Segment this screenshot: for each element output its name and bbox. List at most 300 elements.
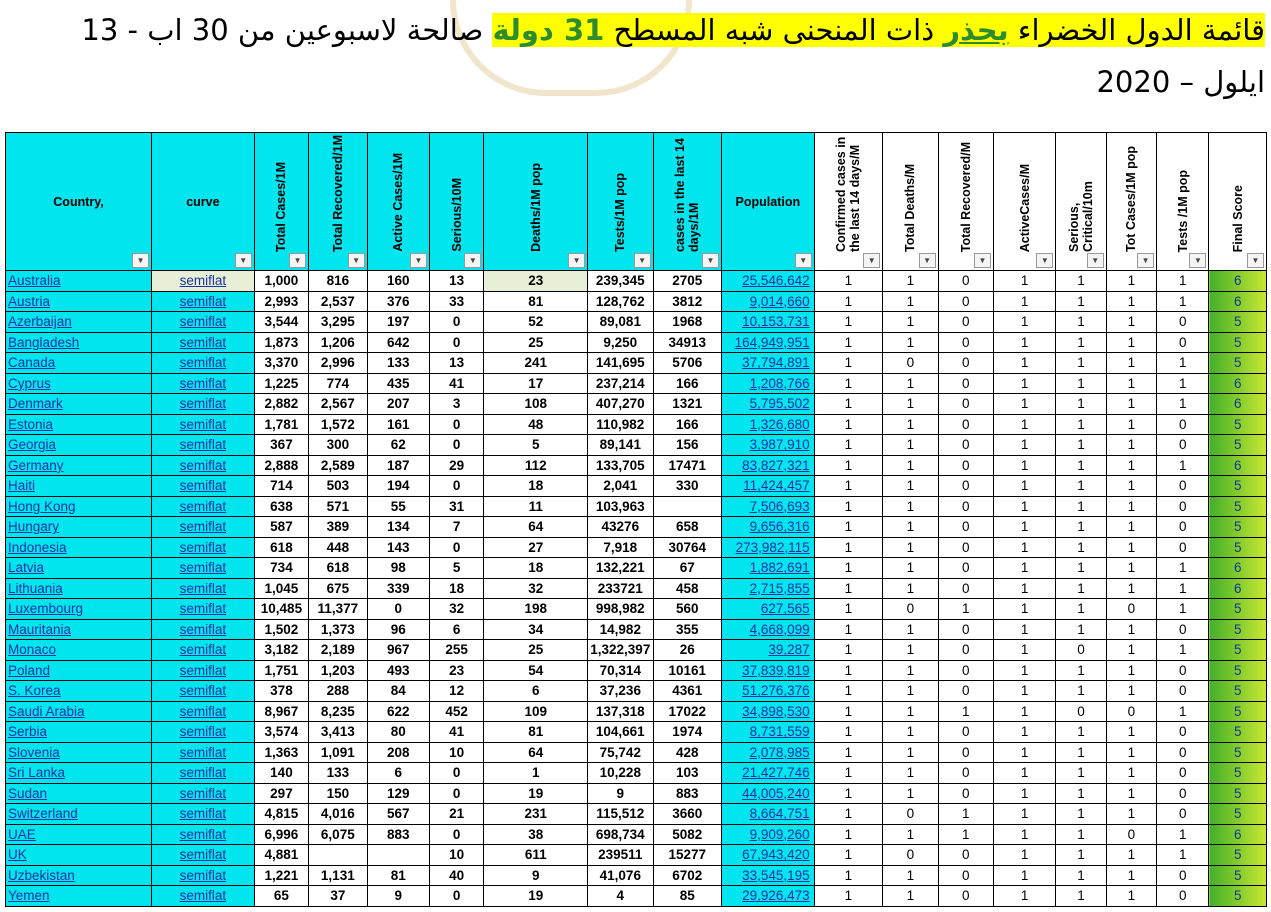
- total-deaths-flag: 1: [883, 537, 938, 558]
- country-cell[interactable]: Indonesia: [6, 537, 152, 558]
- total-cases-cell: 1,502: [254, 619, 308, 640]
- serious-flag: 1: [1056, 476, 1106, 497]
- deaths-cell: 18: [484, 476, 588, 497]
- filter-dropdown-icon[interactable]: ▼: [235, 253, 252, 268]
- confirmed-14days-flag: 1: [814, 681, 882, 702]
- final-score-cell: 5: [1209, 886, 1267, 907]
- country-cell[interactable]: Switzerland: [6, 804, 152, 825]
- column-header-6[interactable]: [484, 133, 588, 271]
- curve-link[interactable]: semiflat: [152, 537, 255, 558]
- total-recovered-flag: 0: [938, 558, 993, 579]
- tests-cell: 998,982: [588, 599, 653, 620]
- column-header-8[interactable]: [653, 133, 721, 271]
- country-cell[interactable]: Latvia: [6, 558, 152, 579]
- tot-cases-flag: 1: [1106, 681, 1156, 702]
- column-header-3[interactable]: [309, 133, 367, 271]
- table-row: [6, 886, 1267, 907]
- deaths-cell: 23: [484, 271, 588, 292]
- curve-link[interactable]: semiflat: [152, 332, 255, 353]
- total-recovered-cell: 618: [309, 558, 367, 579]
- tests-flag: 1: [1157, 701, 1209, 722]
- table-row: [6, 742, 1267, 763]
- active-cases-flag: 1: [993, 291, 1055, 312]
- column-header-11[interactable]: [883, 133, 938, 271]
- column-header-7[interactable]: [588, 133, 653, 271]
- final-score-cell: 5: [1209, 804, 1267, 825]
- total-recovered-flag: 0: [938, 681, 993, 702]
- population-cell[interactable]: 33,545,195: [722, 865, 815, 886]
- total-recovered-flag: 1: [938, 824, 993, 845]
- total-recovered-cell: 503: [309, 476, 367, 497]
- active-cases-flag: 1: [993, 476, 1055, 497]
- tests-flag: 0: [1157, 537, 1209, 558]
- final-score-cell: 6: [1209, 455, 1267, 476]
- total-cases-cell: 3,370: [254, 353, 308, 374]
- population-cell[interactable]: 627,565: [722, 599, 815, 620]
- serious-cell: 0: [429, 537, 483, 558]
- tot-cases-flag: 1: [1106, 291, 1156, 312]
- tests-cell: 89,081: [588, 312, 653, 333]
- serious-cell: 18: [429, 578, 483, 599]
- confirmed-14days-flag: 1: [814, 865, 882, 886]
- total-recovered-flag: 0: [938, 455, 993, 476]
- tot-cases-flag: 1: [1106, 886, 1156, 907]
- curve-link[interactable]: semiflat: [152, 804, 255, 825]
- total-cases-cell: 3,544: [254, 312, 308, 333]
- total-recovered-flag: 1: [938, 599, 993, 620]
- column-header-label: ActiveCases/M: [1017, 163, 1032, 252]
- column-header-9[interactable]: [722, 133, 815, 271]
- active-cases-flag: 1: [993, 558, 1055, 579]
- filter-dropdown-icon[interactable]: ▼: [702, 253, 719, 268]
- total-deaths-flag: 1: [883, 291, 938, 312]
- serious-flag: 0: [1056, 640, 1106, 661]
- active-cases-cell: 883: [367, 824, 429, 845]
- active-cases-flag: 1: [993, 455, 1055, 476]
- total-deaths-flag: 1: [883, 681, 938, 702]
- total-recovered-flag: 0: [938, 722, 993, 743]
- table-row: [6, 291, 1267, 312]
- country-cell[interactable]: Sri Lanka: [6, 763, 152, 784]
- tests-cell: 89,141: [588, 435, 653, 456]
- tot-cases-flag: 1: [1106, 394, 1156, 415]
- tests-flag: 0: [1157, 312, 1209, 333]
- total-recovered-cell: 6,075: [309, 824, 367, 845]
- country-cell[interactable]: Austria: [6, 291, 152, 312]
- total-deaths-flag: 0: [883, 599, 938, 620]
- confirmed-14days-flag: 1: [814, 435, 882, 456]
- curve-link[interactable]: semiflat: [152, 701, 255, 722]
- table-row: [6, 517, 1267, 538]
- tests-flag: 1: [1157, 599, 1209, 620]
- filter-dropdown-icon[interactable]: ▼: [289, 253, 306, 268]
- curve-link[interactable]: semiflat: [152, 824, 255, 845]
- curve-link[interactable]: semiflat: [152, 558, 255, 579]
- confirmed-14days-flag: 1: [814, 558, 882, 579]
- serious-flag: 1: [1056, 742, 1106, 763]
- population-cell[interactable]: 44,005,240: [722, 783, 815, 804]
- tests-cell: 10,228: [588, 763, 653, 784]
- tot-cases-flag: 1: [1106, 722, 1156, 743]
- country-cell[interactable]: S. Korea: [6, 681, 152, 702]
- serious-cell: 41: [429, 722, 483, 743]
- population-cell[interactable]: 3,987,910: [722, 435, 815, 456]
- curve-link[interactable]: semiflat: [152, 291, 255, 312]
- total-recovered-flag: 0: [938, 312, 993, 333]
- curve-link[interactable]: semiflat: [152, 578, 255, 599]
- filter-dropdown-icon[interactable]: ▼: [1137, 253, 1154, 268]
- population-cell[interactable]: 1,882,691: [722, 558, 815, 579]
- country-cell[interactable]: Uzbekistan: [6, 865, 152, 886]
- tests-flag: 1: [1157, 578, 1209, 599]
- cases-14days-cell: [653, 496, 721, 517]
- column-header-1[interactable]: [152, 133, 255, 271]
- column-header-10[interactable]: [814, 133, 882, 271]
- active-cases-cell: 376: [367, 291, 429, 312]
- population-cell[interactable]: 11,424,457: [722, 476, 815, 497]
- tot-cases-flag: 1: [1106, 558, 1156, 579]
- filter-dropdown-icon[interactable]: ▼: [1247, 253, 1264, 268]
- population-cell[interactable]: 164,949,951: [722, 332, 815, 353]
- tests-flag: 0: [1157, 804, 1209, 825]
- curve-link[interactable]: semiflat: [152, 865, 255, 886]
- total-recovered-cell: 389: [309, 517, 367, 538]
- filter-dropdown-icon[interactable]: ▼: [464, 253, 481, 268]
- population-cell[interactable]: 9,014,660: [722, 291, 815, 312]
- population-cell[interactable]: 1,208,766: [722, 373, 815, 394]
- tot-cases-flag: 1: [1106, 435, 1156, 456]
- population-cell[interactable]: 67,943,420: [722, 845, 815, 866]
- curve-link[interactable]: semiflat: [152, 742, 255, 763]
- final-score-cell: 5: [1209, 640, 1267, 661]
- population-cell[interactable]: 25,546,642: [722, 271, 815, 292]
- column-header-label: Total Deaths/M: [903, 164, 918, 252]
- tot-cases-flag: 1: [1106, 537, 1156, 558]
- population-cell[interactable]: 29,926,473: [722, 886, 815, 907]
- active-cases-flag: 1: [993, 660, 1055, 681]
- total-recovered-cell: 816: [309, 271, 367, 292]
- deaths-cell: 25: [484, 332, 588, 353]
- tests-flag: 1: [1157, 558, 1209, 579]
- final-score-cell: 5: [1209, 845, 1267, 866]
- active-cases-flag: 1: [993, 804, 1055, 825]
- population-cell[interactable]: 2,715,855: [722, 578, 815, 599]
- serious-cell: 29: [429, 455, 483, 476]
- confirmed-14days-flag: 1: [814, 804, 882, 825]
- country-cell[interactable]: UK: [6, 845, 152, 866]
- table-row: [6, 558, 1267, 579]
- curve-link[interactable]: semiflat: [152, 271, 255, 292]
- curve-link[interactable]: semiflat: [152, 517, 255, 538]
- population-cell[interactable]: 5,795,502: [722, 394, 815, 415]
- curve-link[interactable]: semiflat: [152, 722, 255, 743]
- tests-flag: 1: [1157, 824, 1209, 845]
- serious-flag: 1: [1056, 455, 1106, 476]
- deaths-cell: 112: [484, 455, 588, 476]
- country-cell[interactable]: Sudan: [6, 783, 152, 804]
- tests-flag: 0: [1157, 414, 1209, 435]
- tests-cell: 110,982: [588, 414, 653, 435]
- population-cell[interactable]: 21,427,746: [722, 763, 815, 784]
- population-cell[interactable]: 34,898,530: [722, 701, 815, 722]
- serious-flag: 1: [1056, 619, 1106, 640]
- total-recovered-flag: 0: [938, 332, 993, 353]
- column-header-5[interactable]: [429, 133, 483, 271]
- serious-cell: 0: [429, 435, 483, 456]
- column-header-12[interactable]: [938, 133, 993, 271]
- country-cell[interactable]: Haiti: [6, 476, 152, 497]
- serious-cell: 255: [429, 640, 483, 661]
- filter-dropdown-icon[interactable]: ▼: [1036, 253, 1053, 268]
- filter-dropdown-icon[interactable]: ▼: [132, 253, 149, 268]
- confirmed-14days-flag: 1: [814, 291, 882, 312]
- active-cases-cell: 9: [367, 886, 429, 907]
- deaths-cell: 32: [484, 578, 588, 599]
- filter-dropdown-icon[interactable]: ▼: [795, 253, 812, 268]
- curve-link[interactable]: semiflat: [152, 681, 255, 702]
- tot-cases-flag: 1: [1106, 865, 1156, 886]
- population-cell[interactable]: 37,839,819: [722, 660, 815, 681]
- country-cell[interactable]: Georgia: [6, 435, 152, 456]
- serious-cell: 13: [429, 353, 483, 374]
- filter-dropdown-icon[interactable]: ▼: [348, 253, 365, 268]
- country-cell[interactable]: Monaco: [6, 640, 152, 661]
- cases-14days-cell: 4361: [653, 681, 721, 702]
- population-cell[interactable]: 4,668,099: [722, 619, 815, 640]
- country-cell[interactable]: Germany: [6, 455, 152, 476]
- curve-link[interactable]: semiflat: [152, 845, 255, 866]
- country-cell[interactable]: Slovenia: [6, 742, 152, 763]
- deaths-cell: 9: [484, 865, 588, 886]
- population-cell[interactable]: 10,153,731: [722, 312, 815, 333]
- final-score-cell: 5: [1209, 537, 1267, 558]
- country-cell[interactable]: Serbia: [6, 722, 152, 743]
- country-cell[interactable]: Poland: [6, 660, 152, 681]
- tests-cell: 407,270: [588, 394, 653, 415]
- title-highlight-2: ذات المنحنى شبه المسطح: [604, 13, 944, 47]
- curve-link[interactable]: semiflat: [152, 640, 255, 661]
- tests-flag: 0: [1157, 435, 1209, 456]
- population-cell[interactable]: 7,506,693: [722, 496, 815, 517]
- country-cell[interactable]: Yemen: [6, 886, 152, 907]
- curve-link[interactable]: semiflat: [152, 886, 255, 907]
- title-country-count: 31: [563, 13, 605, 47]
- filter-dropdown-icon[interactable]: ▼: [568, 253, 585, 268]
- total-recovered-cell: 2,567: [309, 394, 367, 415]
- country-cell[interactable]: Australia: [6, 271, 152, 292]
- country-cell[interactable]: Cyprus: [6, 373, 152, 394]
- table-row: [6, 599, 1267, 620]
- column-header-13[interactable]: [993, 133, 1055, 271]
- country-cell[interactable]: Mauritania: [6, 619, 152, 640]
- table-row: [6, 455, 1267, 476]
- column-header-2[interactable]: [254, 133, 308, 271]
- curve-link[interactable]: semiflat: [152, 455, 255, 476]
- cases-14days-cell: 67: [653, 558, 721, 579]
- cases-14days-cell: 330: [653, 476, 721, 497]
- active-cases-flag: 1: [993, 824, 1055, 845]
- active-cases-flag: 1: [993, 619, 1055, 640]
- filter-dropdown-icon[interactable]: ▼: [1189, 253, 1206, 268]
- column-header-label: Population: [735, 194, 801, 209]
- final-score-cell: 6: [1209, 271, 1267, 292]
- cases-14days-cell: 156: [653, 435, 721, 456]
- population-cell[interactable]: 9,656,316: [722, 517, 815, 538]
- column-header-16[interactable]: [1157, 133, 1209, 271]
- serious-cell: 0: [429, 312, 483, 333]
- active-cases-cell: 197: [367, 312, 429, 333]
- tests-cell: 233721: [588, 578, 653, 599]
- active-cases-cell: 339: [367, 578, 429, 599]
- tot-cases-flag: 1: [1106, 619, 1156, 640]
- serious-flag: 1: [1056, 578, 1106, 599]
- column-header-4[interactable]: [367, 133, 429, 271]
- tot-cases-flag: 1: [1106, 783, 1156, 804]
- total-deaths-flag: 1: [883, 865, 938, 886]
- country-cell[interactable]: Hong Kong: [6, 496, 152, 517]
- curve-link[interactable]: semiflat: [152, 599, 255, 620]
- population-cell[interactable]: 1,326,680: [722, 414, 815, 435]
- total-recovered-flag: 0: [938, 414, 993, 435]
- curve-link[interactable]: semiflat: [152, 619, 255, 640]
- column-header-15[interactable]: [1106, 133, 1156, 271]
- filter-dropdown-icon[interactable]: ▼: [974, 253, 991, 268]
- population-cell[interactable]: 37,794,891: [722, 353, 815, 374]
- filter-dropdown-icon[interactable]: ▼: [634, 253, 651, 268]
- total-deaths-flag: 1: [883, 578, 938, 599]
- filter-dropdown-icon[interactable]: ▼: [863, 253, 880, 268]
- population-cell[interactable]: 8,664,751: [722, 804, 815, 825]
- tests-cell: 103,963: [588, 496, 653, 517]
- total-recovered-cell: 1,091: [309, 742, 367, 763]
- active-cases-flag: 1: [993, 886, 1055, 907]
- filter-dropdown-icon[interactable]: ▼: [410, 253, 427, 268]
- deaths-cell: 17: [484, 373, 588, 394]
- total-deaths-flag: 1: [883, 763, 938, 784]
- curve-link[interactable]: semiflat: [152, 312, 255, 333]
- title-highlight-1: قائمة الدول الخضراء: [1008, 13, 1265, 47]
- total-cases-cell: 714: [254, 476, 308, 497]
- total-recovered-flag: 0: [938, 271, 993, 292]
- total-recovered-flag: 1: [938, 701, 993, 722]
- curve-link[interactable]: semiflat: [152, 353, 255, 374]
- confirmed-14days-flag: 1: [814, 537, 882, 558]
- cases-14days-cell: 5082: [653, 824, 721, 845]
- country-cell[interactable]: Denmark: [6, 394, 152, 415]
- table-row: [6, 640, 1267, 661]
- tests-cell: 9: [588, 783, 653, 804]
- tot-cases-flag: 1: [1106, 496, 1156, 517]
- tot-cases-flag: 1: [1106, 312, 1156, 333]
- total-recovered-flag: 0: [938, 865, 993, 886]
- active-cases-flag: 1: [993, 496, 1055, 517]
- table-row: [6, 824, 1267, 845]
- country-cell[interactable]: Hungary: [6, 517, 152, 538]
- curve-link[interactable]: semiflat: [152, 783, 255, 804]
- country-cell[interactable]: UAE: [6, 824, 152, 845]
- cases-14days-cell: 5706: [653, 353, 721, 374]
- country-cell[interactable]: Luxembourg: [6, 599, 152, 620]
- tests-cell: 75,742: [588, 742, 653, 763]
- table-row: [6, 312, 1267, 333]
- population-cell[interactable]: 51,276,376: [722, 681, 815, 702]
- tot-cases-flag: 0: [1106, 824, 1156, 845]
- final-score-cell: 5: [1209, 332, 1267, 353]
- population-cell[interactable]: 9,909,260: [722, 824, 815, 845]
- population-cell[interactable]: 2,078,985: [722, 742, 815, 763]
- country-cell[interactable]: Bangladesh: [6, 332, 152, 353]
- country-cell[interactable]: Azerbaijan: [6, 312, 152, 333]
- total-recovered-flag: 0: [938, 537, 993, 558]
- column-header-0[interactable]: [6, 133, 152, 271]
- final-score-cell: 5: [1209, 599, 1267, 620]
- active-cases-flag: 1: [993, 332, 1055, 353]
- filter-dropdown-icon[interactable]: ▼: [919, 253, 936, 268]
- cases-14days-cell: 15277: [653, 845, 721, 866]
- population-cell[interactable]: 39,287: [722, 640, 815, 661]
- active-cases-cell: 81: [367, 865, 429, 886]
- total-recovered-cell: 1,131: [309, 865, 367, 886]
- population-cell[interactable]: 83,827,321: [722, 455, 815, 476]
- confirmed-14days-flag: 1: [814, 824, 882, 845]
- tot-cases-flag: 1: [1106, 640, 1156, 661]
- active-cases-flag: 1: [993, 435, 1055, 456]
- curve-link[interactable]: semiflat: [152, 660, 255, 681]
- serious-flag: 1: [1056, 435, 1106, 456]
- curve-link[interactable]: semiflat: [152, 476, 255, 497]
- country-cell[interactable]: Saudi Arabia: [6, 701, 152, 722]
- curve-link[interactable]: semiflat: [152, 394, 255, 415]
- column-header-label: Tot Cases/1M pop: [1124, 145, 1139, 252]
- country-cell[interactable]: Estonia: [6, 414, 152, 435]
- tot-cases-flag: 1: [1106, 763, 1156, 784]
- active-cases-flag: 1: [993, 353, 1055, 374]
- final-score-cell: 5: [1209, 681, 1267, 702]
- total-deaths-flag: 1: [883, 414, 938, 435]
- column-header-label: curve: [186, 194, 220, 209]
- curve-link[interactable]: semiflat: [152, 414, 255, 435]
- curve-link[interactable]: semiflat: [152, 373, 255, 394]
- total-recovered-cell: 571: [309, 496, 367, 517]
- total-cases-cell: 587: [254, 517, 308, 538]
- column-header-17[interactable]: [1209, 133, 1267, 271]
- country-cell[interactable]: Canada: [6, 353, 152, 374]
- population-cell[interactable]: 273,982,115: [722, 537, 815, 558]
- cases-14days-cell: 6702: [653, 865, 721, 886]
- curve-link[interactable]: semiflat: [152, 496, 255, 517]
- active-cases-cell: 567: [367, 804, 429, 825]
- tests-cell: 1,322,397: [588, 640, 653, 661]
- column-header-14[interactable]: [1056, 133, 1106, 271]
- confirmed-14days-flag: 1: [814, 763, 882, 784]
- column-header-label: Total Cases/1M: [274, 161, 289, 252]
- column-header-label: Final Score: [1230, 184, 1245, 252]
- active-cases-cell: [367, 845, 429, 866]
- filter-dropdown-icon[interactable]: ▼: [1087, 253, 1104, 268]
- confirmed-14days-flag: 1: [814, 271, 882, 292]
- serious-cell: 32: [429, 599, 483, 620]
- curve-link[interactable]: semiflat: [152, 763, 255, 784]
- tests-cell: 239,345: [588, 271, 653, 292]
- active-cases-cell: 194: [367, 476, 429, 497]
- country-cell[interactable]: Lithuania: [6, 578, 152, 599]
- population-cell[interactable]: 8,731,559: [722, 722, 815, 743]
- active-cases-cell: 160: [367, 271, 429, 292]
- total-deaths-flag: 0: [883, 845, 938, 866]
- total-recovered-cell: 675: [309, 578, 367, 599]
- curve-link[interactable]: semiflat: [152, 435, 255, 456]
- title-highlight-3: دولة: [492, 13, 564, 47]
